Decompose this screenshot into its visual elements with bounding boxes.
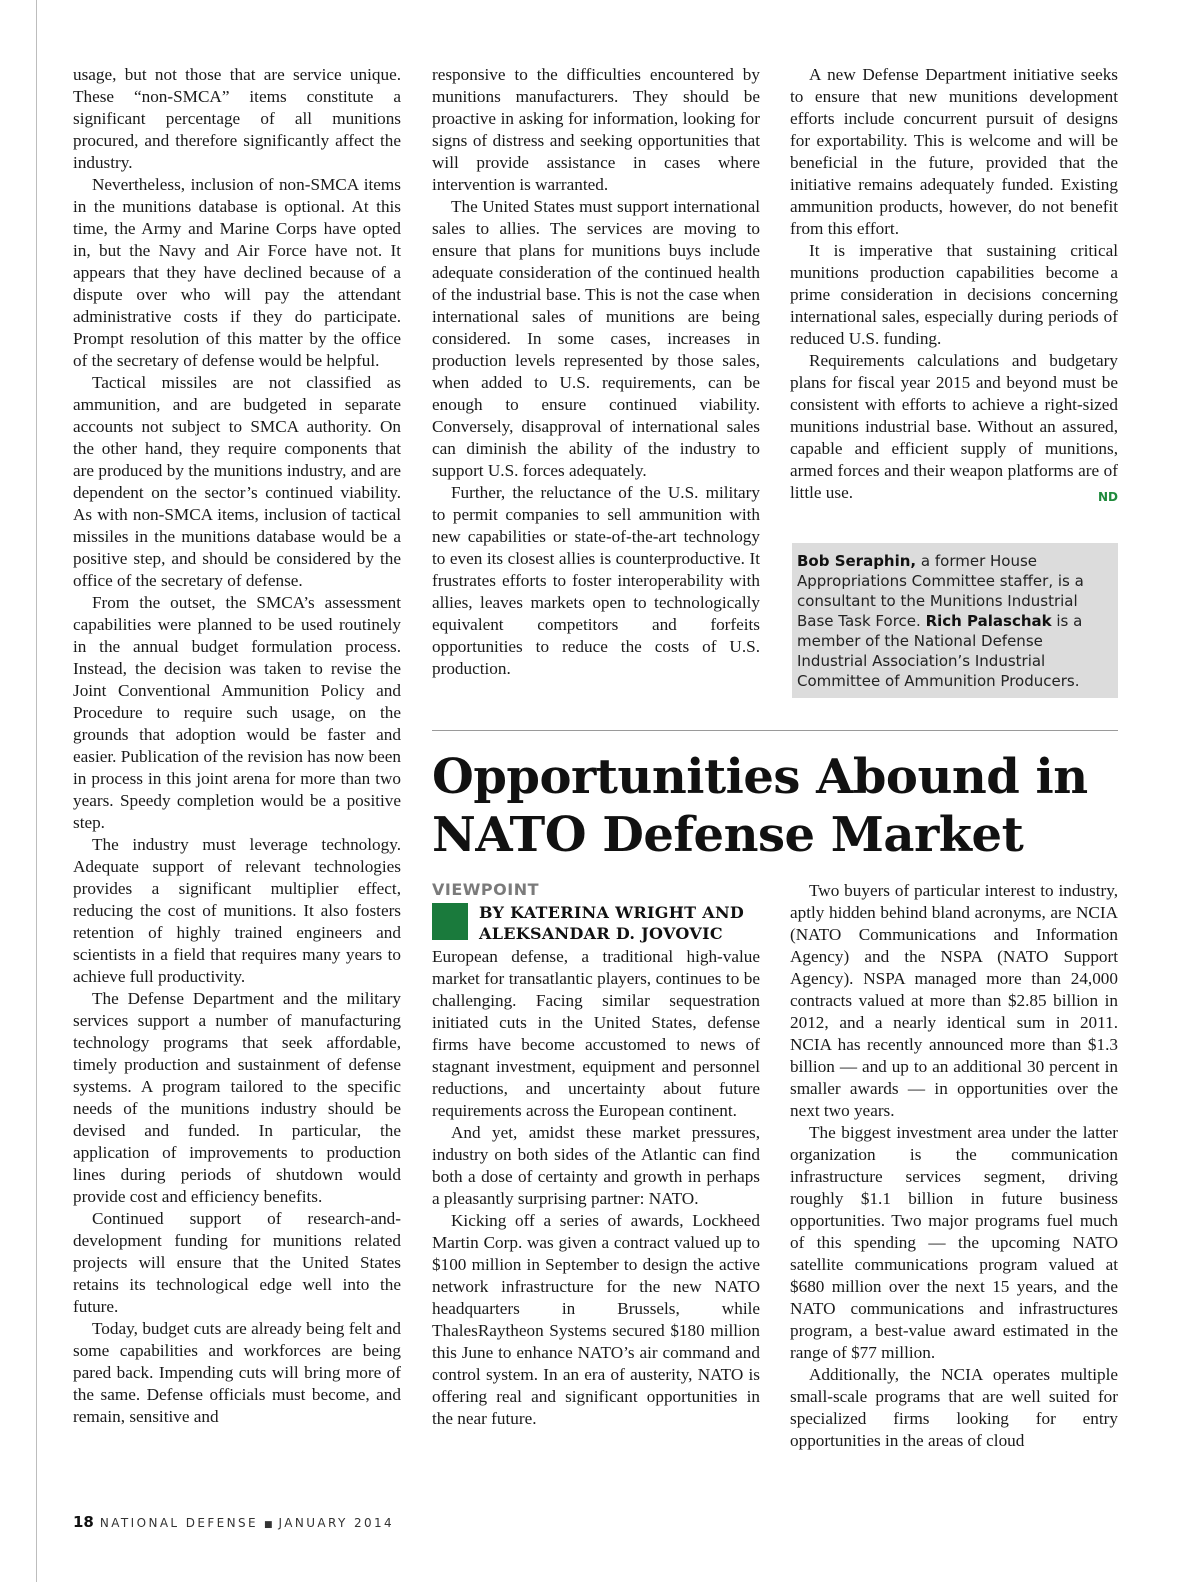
article-column-3 [790, 64, 1118, 508]
paragraph: Kicking off a series of awards, Lockheed Martin Corp. was given a contract valued up to $100 million in September to design the active network infrastructure for the new NATO headquarters in Brussels, while ThalesRaytheon Systems secured $180 million this June to enhance NATO’s air command and control system. In an era of austerity, NATO is offering real and significant opportunities in the near future. [432, 1211, 760, 1428]
page-margin-rule [36, 0, 37, 1582]
article-headline: Opportunities Abound in NATO Defense Market [432, 749, 1088, 863]
paragraph: Nevertheless, inclusion of non-SMCA items in the munitions database is optional. At this time, the Army and Marine Corps have opted in, but the Navy and Air Force have not. It appears that they have declined because of a dispute over who will pay the attendant administrative costs if they do participate. Prompt resolution of this matter by the office of the secretary of defense would be helpful. [73, 175, 401, 370]
paragraph: Further, the reluctance of the U.S. military to permit companies to sell ammunition with new capabilities or state-of-the-art technology to even its closest allies is counterproductive. It frustrates efforts to foster interoperability with allies, leaves markets open to technologically equivalent competitors and forfeits opportunities to reduce the costs of U.S. production. [432, 483, 760, 678]
paragraph: The Defense Department and the military services support a number of manufacturing technology programs that seek affordable, timely production and sustainment of defense systems. A program tailored to the specific needs of the munitions industry should be devised and funded. In particular, the application of improvements to production lines during periods of shutdown would provide cost and efficiency benefits. [73, 989, 401, 1206]
paragraph: From the outset, the SMCA’s assessment capabilities were planned to be used routinely in the annual budget formulation process. Instead, the decision was taken to revise the Joint Conventional Ammunition Policy and Procedure to require such usage, on the grounds that adoption would be faster and easier. Publication of the revision has now been in process in this joint arena for more than two years. Speedy completion would be a positive step. [73, 593, 401, 832]
page-footer [73, 1513, 394, 1531]
section-kicker: VIEWPOINT [432, 880, 539, 899]
author-name-1: Bob Seraphin, [797, 552, 917, 570]
author-bio-text-1: a former House Appropriations Committee staffer, is a consultant to the Munitions Industrial Base Task Force. [797, 552, 1084, 630]
issue-date: JANUARY 2014 [278, 1516, 395, 1530]
end-mark: ND [1097, 490, 1118, 504]
author-name-2: Rich Palaschak [925, 612, 1052, 630]
page-number: 18 [73, 1513, 94, 1531]
paragraph: The industry must leverage technology. Adequate support of relevant technologies provides a significant multiplier effect, reducing the cost of munitions. It also fosters retention of highly trained engineers and scientists in a field that requires many years to achieve full productivity. [73, 835, 401, 986]
paragraph: Tactical missiles are not classified as ammunition, and are budgeted in separate accounts not subject to SMCA authority. On the other hand, they require components that are produced by the munitions industry, and are dependent on the sector’s continued viability. As with non-SMCA items, inclusion of tactical missiles in the munitions database would be a positive step, and should be considered by the office of the secretary of defense. [73, 373, 401, 590]
paragraph: responsive to the difficulties encountered by munitions manufacturers. They should be proactive in asking for information, looking for signs of distress and seeking opportunities that will provide assistance in cases where intervention is warranted. [432, 65, 760, 194]
publication-name: NATIONAL DEFENSE [99, 1516, 259, 1530]
paragraph: usage, but not those that are service unique. These “non-SMCA” items constitute a significant percentage of all munitions procured, and therefore significantly affect the industry. [73, 65, 401, 172]
paragraph: European defense, a traditional high-value market for transatlantic players, continues to be challenging. Facing similar sequestration initiated cuts in the United States, defense firms have become accustomed to news of stagnant investment, equipment and personnel reductions, and uncertainty about future requirements across the European continent. [432, 947, 760, 1120]
author-bio-text-2: is a member of the National Defense Industrial Association’s Industrial Committee of Ammunition Producers. [797, 612, 1083, 690]
paragraph: Additionally, the NCIA operates multiple small-scale programs that are well suited for specialized firms looking for entry opportunities in the areas of cloud [790, 1365, 1118, 1450]
footer-separator: ■ [264, 1520, 273, 1530]
article2-column-left [432, 946, 760, 1430]
paragraph: And yet, amidst these market pressures, industry on both sides of the Atlantic can find both a dose of certainty and growth in perhaps a pleasantly surprising partner: NATO. [432, 1123, 760, 1208]
article2-column-right [790, 880, 1118, 1452]
paragraph-text: Requirements calculations and budgetary plans for fiscal year 2015 and beyond must be consistent with efforts to achieve a right-sized munitions industrial base. Without an assured, capable and efficient supply of munitions, armed forces and their weapon platforms are of little use. [790, 351, 1118, 502]
section-divider [432, 730, 1118, 731]
paragraph: Two buyers of particular interest to industry, aptly hidden behind bland acronyms, are NCIA (NATO Communications and Information Agency) and the NSPA (NATO Support Agency). NSPA managed more than 24,000 contracts valued at more than $2.85 billion in 2012, and a nearly identical sum in 2011. NCIA has recently announced more than $1.3 billion — and up to an additional 30 percent in smaller awards — in opportunities over the next two years. [790, 881, 1118, 1120]
paragraph: Today, budget cuts are already being felt and some capabilities and workforces are being pared back. Impending cuts will bring more of the same. Defense officials must become, and remain, sensitive and [73, 1319, 401, 1426]
paragraph: A new Defense Department initiative seeks to ensure that new munitions development efforts include concurrent pursuit of designs for exportability. This is welcome and will be beneficial in the future, provided that the initiative remains adequately funded. Existing ammunition products, however, do not benefit from this effort. [790, 65, 1118, 238]
paragraph: It is imperative that sustaining critical munitions production capabilities become a prime consideration in decisions concerning international sales, especially during periods of reduced U.S. funding. [790, 241, 1118, 348]
article-column-1 [73, 64, 401, 1428]
article-column-2 [432, 64, 760, 680]
paragraph: The United States must support international sales to allies. The services are moving to ensure that plans for munitions buys include adequate consideration of the continued health of the industrial base. This is not the case when international sales of munitions are being considered. In some cases, increases in production levels represented by those sales, when added to U.S. requirements, can be enough to ensure continued viability. Conversely, disapproval of international sales can diminish the ability of the industry to support U.S. forces adequately. [432, 197, 760, 480]
paragraph [790, 350, 1118, 504]
article-byline: BY KATERINA WRIGHT AND ALEKSANDAR D. JOVOVIC [479, 903, 745, 943]
kicker-accent-box [432, 903, 468, 940]
paragraph: The biggest investment area under the latter organization is the communication infrastructure services segment, driving roughly $1.1 billion in future business opportunities. Two major programs fuel much of this spending — the upcoming NATO satellite communications program valued at $680 million over the next 15 years, and the NATO communications and infrastructures program, a best-value award estimated in the range of $77 million. [790, 1123, 1118, 1362]
paragraph: Continued support of research-and-development funding for munitions related projects will ensure that the United States retains its technological edge well into the future. [73, 1209, 401, 1316]
author-bio-box [792, 543, 1118, 698]
